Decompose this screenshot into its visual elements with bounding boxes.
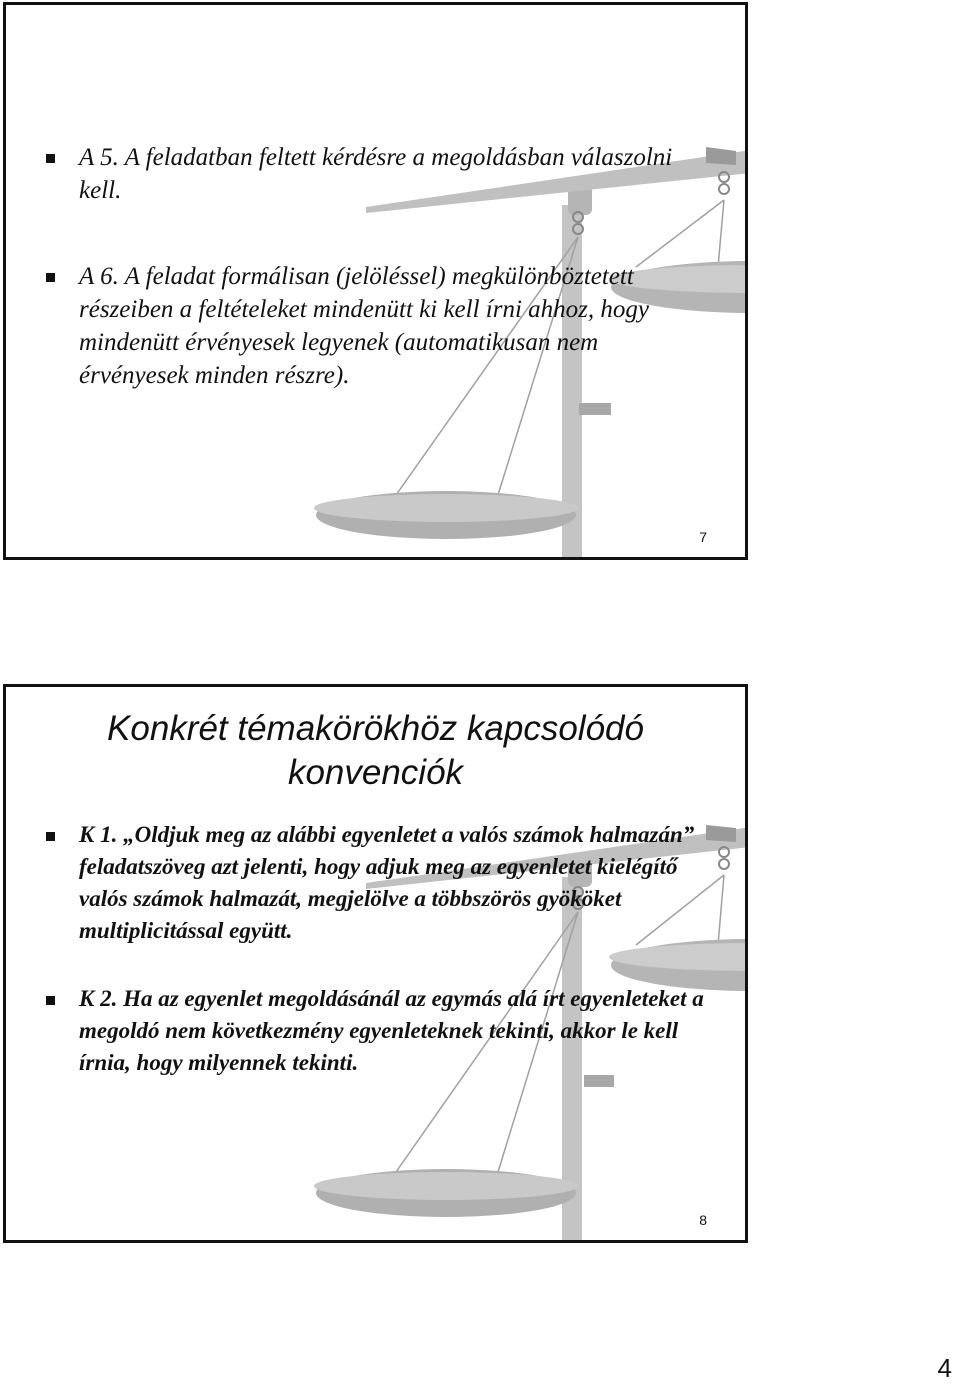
bullet-square-icon (46, 273, 55, 282)
bullet-list (46, 819, 705, 1079)
bullet-square-icon (46, 832, 55, 841)
slide-number: 8 (699, 1212, 707, 1228)
bullet-list (46, 141, 705, 392)
bullet-item (46, 819, 705, 947)
bullet-item (46, 260, 705, 392)
slide-7 (3, 2, 748, 560)
page-number: 4 (937, 1353, 952, 1383)
bullet-square-icon (46, 154, 55, 163)
slide-8 (3, 684, 748, 1243)
bullet-text: K 2. Ha az egyenlet megoldásánál az egymás alá írt egyenleteket a megoldó nem következmény egyenleteknek tekinti, akkor le kell írnia, hogy milyennek tekinti. (79, 986, 704, 1075)
bullet-text: A 5. A feladatban feltett kérdésre a megoldásban válaszolni kell. (79, 144, 673, 204)
bullet-text: A 6. A feladat formálisan (jelöléssel) megkülönböztetett részeiben a feltételeket mindenütt ki kell írni ahhoz, hogy mindenütt érvényesek legyenek (automatikusan nem érvényesek minden részre). (79, 263, 649, 389)
slide-number: 7 (699, 529, 707, 545)
bullet-item (46, 141, 705, 207)
bullet-square-icon (46, 996, 55, 1005)
bullet-text: K 1. „Oldjuk meg az alábbi egyenletet a valós számok halmazán” feladatszöveg azt jelenti, hogy adjuk meg az egyenletet kielégítő valós számok halmazát, megjelölve a többszörös gyököket multiplicitással együtt. (79, 822, 695, 943)
slide-title: Konkrét témakörökhöz kapcsolódó konvenciók (107, 709, 644, 792)
bullet-item (46, 983, 705, 1079)
